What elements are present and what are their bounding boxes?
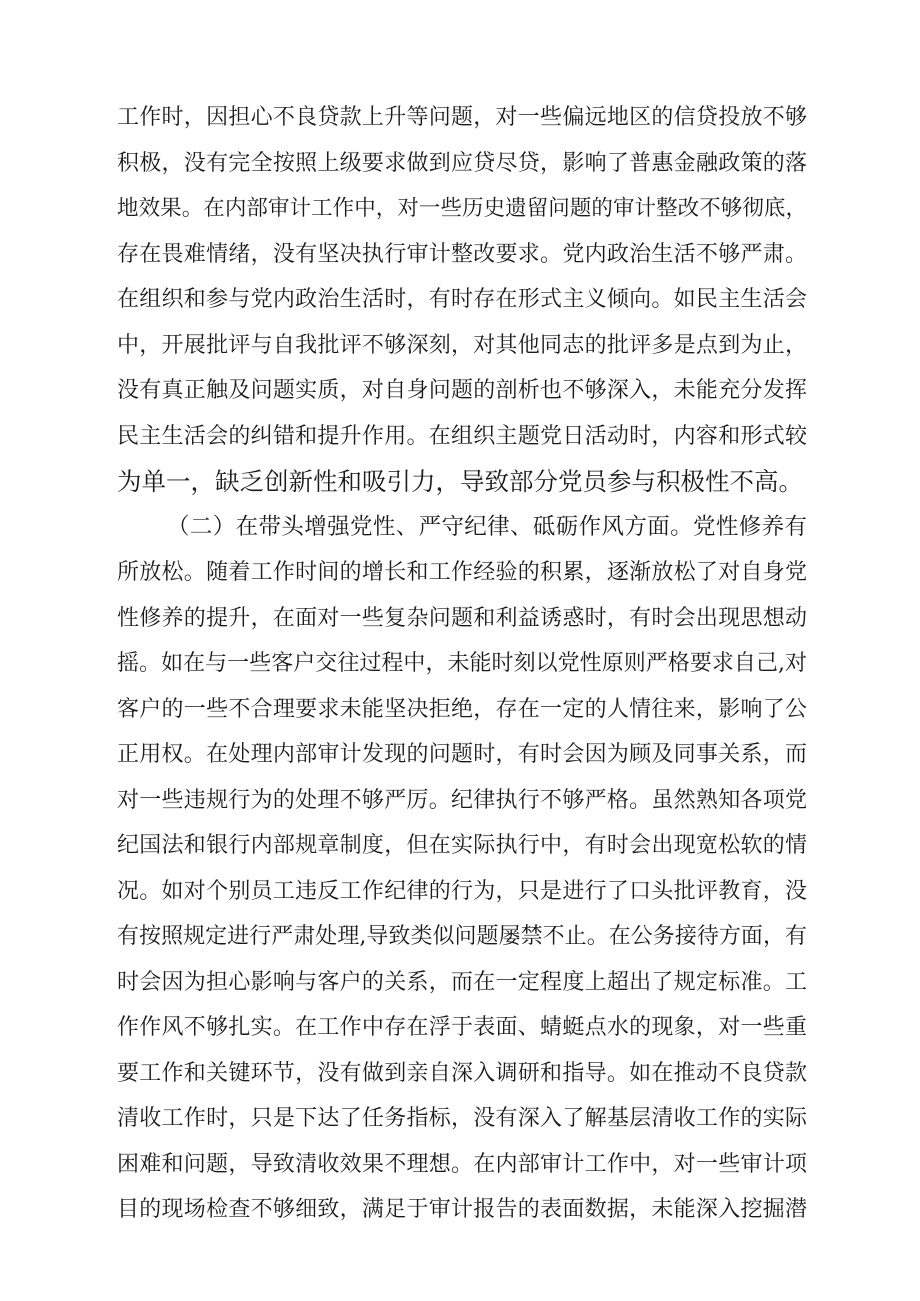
text-line: 作作风不够扎实。在工作中存在浮于表面、蜻蜓点水的现象，对一些重 [117, 1015, 807, 1040]
text-line: 工作时，因担心不良贷款上升等问题，对一些偏远地区的信贷投放不够 [117, 105, 807, 130]
text-line: 客户的一些不合理要求未能坚决拒绝，存在一定的人情往来，影响了公 [117, 696, 807, 722]
text-line: 正用权。在处理内部审计发现的问题时，有时会因为顾及同事关系，而 [117, 742, 807, 767]
text-line: 困难和问题，导致清收效果不理想。在内部审计工作中，对一些审计项 [117, 1151, 807, 1177]
text-line: 有按照规定进行严肃处理,导致类似问题屡禁不止。在公务接待方面，有 [117, 924, 807, 949]
text-line: 所放松。随着工作时间的增长和工作经验的积累，逐渐放松了对自身党 [117, 560, 807, 585]
text-line: 积极，没有完全按照上级要求做到应贷尽贷，影响了普惠金融政策的落 [117, 150, 807, 176]
text-line: 在组织和参与党内政治生活时，有时存在形式主义倾向。如民主生活会 [117, 287, 807, 312]
text-line: 没有真正触及问题实质，对自身问题的剖析也不够深入，未能充分发挥 [117, 378, 807, 403]
text-line: 况。如对个别员工违反工作纪律的行为，只是进行了口头批评教育，没 [117, 878, 807, 904]
text-line: 目的现场检查不够细致，满足于审计报告的表面数据，未能深入挖掘潜 [117, 1197, 807, 1222]
text-line: 民主生活会的纠错和提升作用。在组织主题党日活动时，内容和形式较 [117, 423, 807, 449]
text-line: 性修养的提升，在面对一些复杂问题和利益诱惑时，有时会出现思想动 [117, 605, 807, 631]
text-line: 地效果。在内部审计工作中，对一些历史遗留问题的审计整改不够彻底， [117, 196, 807, 221]
text-line: 为单一，缺乏创新性和吸引力，导致部分党员参与积极性不高。 [117, 467, 803, 496]
body-text [117, 95, 807, 1233]
text-line: 纪国法和银行内部规章制度，但在实际执行中，有时会出现宽松软的情 [117, 833, 807, 858]
text-line: 摇。如在与一些客户交往过程中，未能时刻以党性原则严格要求自己,对 [117, 651, 807, 676]
text-line: （二）在带头增强党性、严守纪律、砥砺作风方面。党性修养有 [167, 513, 807, 540]
text-line: 时会因为担心影响与客户的关系，而在一定程度上超出了规定标准。工 [117, 969, 807, 995]
text-line: 清收工作时，只是下达了任务指标，没有深入了解基层清收工作的实际 [117, 1106, 807, 1131]
text-line: 要工作和关键环节，没有做到亲自深入调研和指导。如在推动不良贷款 [117, 1060, 807, 1086]
text-line: 对一些违规行为的处理不够严厉。纪律执行不够严格。虽然熟知各项党 [117, 787, 807, 813]
text-line: 存在畏难情绪，没有坚决执行审计整改要求。党内政治生活不够严肃。 [117, 241, 807, 267]
text-line: 中，开展批评与自我批评不够深刻，对其他同志的批评多是点到为止， [117, 332, 807, 358]
